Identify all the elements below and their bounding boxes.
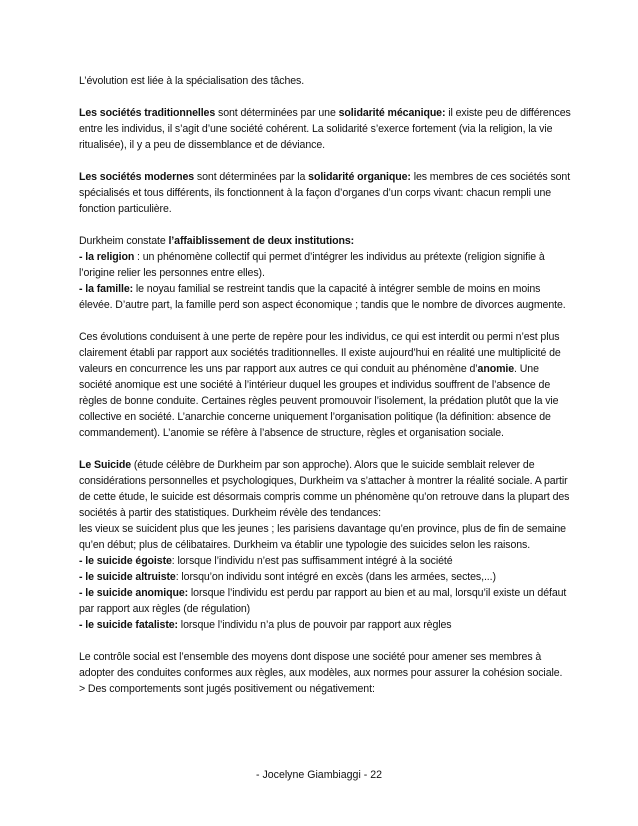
religion-item: - la religion : un phénomène collectif qui permet d’intégrer les individus au prétexte (religion signifie à l’origine relier les personnes entre elles). <box>79 251 545 279</box>
bold-term: Le Suicide <box>79 459 131 471</box>
bold-term: - le suicide fataliste: <box>79 619 178 631</box>
bold-term: anomie <box>477 363 515 375</box>
modern-societies-paragraph: Les sociétés modernes sont déterminées par la solidarité organique: les membres de ces sociétés sont spécialisés et tous différents, ils fonctionnent à la façon d’organes d’un corps vivant: chacun rempli une fonction particulière. <box>79 171 571 215</box>
page-body <box>79 73 571 697</box>
page-footer: - Jocelyne Giambiaggi - 22 <box>255 769 382 781</box>
intro-paragraph: L’évolution est liée à la spécialisation des tâches. <box>79 75 305 87</box>
bold-term: solidarité mécanique: <box>338 107 446 119</box>
bold-term: - le suicide anomique: <box>79 587 189 599</box>
suicide-fataliste-item: - le suicide fataliste: lorsque l’individu n’a plus de pouvoir par rapport aux règles <box>79 619 452 631</box>
bold-term: - la religion <box>79 251 135 263</box>
bold-term: Les sociétés modernes <box>79 171 195 183</box>
bold-term: - la famille: <box>79 283 134 295</box>
suicide-egoiste-item: - le suicide égoiste: lorsque l’individu n’est pas suffisamment intégré à la société <box>79 555 453 567</box>
suicide-anomique-item: - le suicide anomique: lorsque l’individu est perdu par rapport au bien et au mal, lorsqu’il existe un défaut par rapport aux règles (de régulation) <box>79 587 567 615</box>
family-item: - la famille: le noyau familial se restreint tandis que la capacité à intégrer semble de moins en moins élevée. D’autre part, la famille perd son aspect économique ; tandis que le nombre de divorces augmente. <box>79 283 566 311</box>
bold-term: - le suicide égoiste <box>79 555 172 567</box>
social-control-note: > Des comportements sont jugés positivement ou négativement: <box>79 683 375 695</box>
social-control-paragraph: Le contrôle social est l’ensemble des moyens dont dispose une société pour amener ses membres à adopter des conduites conformes aux règles, aux modèles, aux normes pour assurer la cohésion sociale. <box>79 651 563 679</box>
traditional-societies-paragraph: Les sociétés traditionnelles sont déterminées par une solidarité mécanique: il existe peu de différences entre les individus, il s’agit d’une société cohérent. La solidarité s’exerce fortement (via la religion, la vie ritualisée), il y a peu de dissemblance et de déviance. <box>79 107 571 151</box>
suicide-altruiste-item: - le suicide altruiste: lorsqu’on individu sont intégré en excès (dans les armées, sectes,...) <box>79 571 496 583</box>
bold-term: Les sociétés traditionnelles <box>79 107 216 119</box>
suicide-paragraph: Le Suicide (étude célèbre de Durkheim par son approche). Alors que le suicide semblait relever de considérations personnelles et psychologiques, Durkheim va s’attacher à montrer la réalité sociale. A partir de cette étude, le suicide est désormais compris comme un phénomène qu’on retrouve dans la plupart des sociétés à partir des statistiques. Durkheim révèle des tendances: <box>79 459 570 519</box>
suicide-tendencies: les vieux se suicident plus que les jeunes ; les parisiens davantage qu’en province, plus de fin de semaine qu’en début; plus de célibataires. Durkheim va établir une typologie des suicides selon les raisons. <box>79 523 566 551</box>
bold-term: l’affaiblissement de deux institutions: <box>168 235 355 247</box>
durkheim-institutions-heading: Durkheim constate l’affaiblissement de deux institutions: <box>79 235 355 247</box>
bold-term: - le suicide altruiste <box>79 571 176 583</box>
bold-term: solidarité organique: <box>308 171 411 183</box>
anomie-paragraph: Ces évolutions conduisent à une perte de repère pour les individus, ce qui est interdit ou permi n’est plus clairement établi par rapport aux sociétés traditionnelles. Il existe aujourd’hui en réalité une multiplicité de valeurs en concurrence les uns par rapport aux autres ce qui conduit au phénomène d’anomie. Une société anomique est une société à l’intérieur duquel les groupes et individus souffrent de l’absence de règles de bonne conduite. Certaines règles peuvent promouvoir l’isolement, la prédation plutôt que la vie collective en société. L’anarchie concerne uniquement l’organisation politique (la définition: absence de commandement). L’anomie se réfère à l’absence de structure, règles et organisation sociale. <box>79 331 561 439</box>
